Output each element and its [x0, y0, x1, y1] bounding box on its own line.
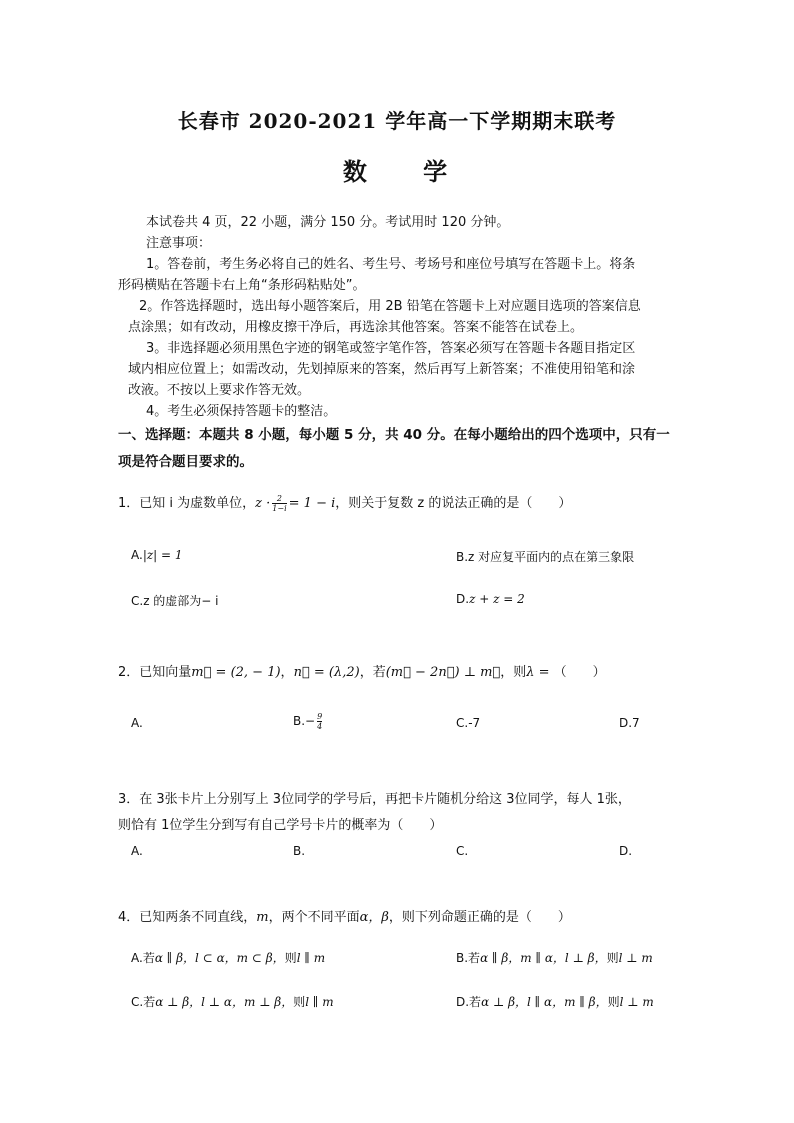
- question-1-option-d-label: D.: [456, 592, 470, 606]
- question-3-option-c: C.: [456, 844, 469, 858]
- question-2-mid2: ，则: [500, 665, 527, 680]
- question-4-option-c-math: α ⊥ β，l ⊥ α，m ⊥ β，: [155, 995, 294, 1009]
- question-1-prefix: 1．已知 i 为虚数单位，: [118, 496, 256, 511]
- question-4-option-b-math: α ∥ β，m ∥ α，l ⊥ β，: [480, 951, 607, 965]
- section-1-heading-line-2: 项是符合题目要求的。: [118, 454, 253, 470]
- question-4-option-b: [456, 949, 653, 966]
- question-4-option-a: [131, 949, 325, 966]
- question-2-suffix: （ ）: [553, 665, 606, 680]
- notice-item-3-line-1: 3。非选择题必须用黑色字迹的钢笔或签字笔作答，答案必须写在答题卡各题目指定区: [146, 341, 636, 356]
- question-4-option-a-math: α ∥ β，l ⊂ α，m ⊂ β，: [154, 951, 285, 965]
- notice-item-4: 4。考生必须保持答题卡的整洁。: [146, 404, 337, 419]
- question-2-option-a: A.: [131, 716, 143, 730]
- question-1-option-a-math: |z| = 1: [142, 548, 183, 562]
- question-1-option-c: C.z 的虚部为− i: [131, 594, 219, 608]
- notice-item-1-line-1: 1。答卷前，考生务必将自己的姓名、考生号、考场号和座位号填写在答题卡上。将条: [146, 257, 636, 272]
- question-4-option-b-result: l ⊥ m: [618, 951, 653, 965]
- question-4-option-b-label: B.若: [456, 951, 481, 965]
- notice-item-3-line-3: 改液。不按以上要求作答无效。: [128, 383, 311, 398]
- question-1-option-d-math: z + z = 2: [469, 592, 525, 606]
- question-4-planes: α，β: [359, 910, 389, 925]
- question-4-option-d-math: α ⊥ β，l ∥ α，m ∥ β，: [481, 995, 608, 1009]
- question-2-mid: ，若: [359, 665, 386, 680]
- question-4-option-d-result: l ⊥ m: [619, 995, 654, 1009]
- question-1-fraction-num: 2: [276, 494, 282, 503]
- question-2-option-d: D.7: [619, 716, 640, 730]
- notice-item-2-line-2: 点涂黑；如有改动，用橡皮擦干净后，再选涂其他答案。答案不能答在试卷上。: [128, 320, 584, 335]
- question-4-option-c-label: C.若: [131, 995, 156, 1009]
- question-3-option-b: B.: [293, 844, 306, 858]
- question-1-option-d: [456, 592, 525, 606]
- question-3-stem-line-2: 则恰有 1位学生分到写有自己学号卡片的概率为（ ）: [118, 818, 443, 833]
- question-4-option-d-label: D.若: [456, 995, 482, 1009]
- question-1-fraction-den: 1−i: [272, 504, 287, 513]
- question-4-option-a-label: A.若: [131, 951, 155, 965]
- notice-item-3-line-2: 域内相应位置上；如需改动，先划掉原来的答案，然后再写上新答案；不准使用铅笔和涂: [128, 362, 636, 377]
- question-1-equation: = 1 − i: [288, 496, 336, 511]
- question-3-option-d: D.: [619, 844, 633, 858]
- question-2-option-b-num: 9: [317, 712, 323, 721]
- question-1-fraction: [272, 494, 286, 513]
- question-2-option-b-den: 4: [317, 722, 323, 731]
- question-4-option-d: [456, 993, 654, 1010]
- question-3-option-a: A.: [131, 844, 143, 858]
- exam-title: 长春市 2020-2021 学年高一下学期期末联考: [177, 109, 617, 133]
- question-4-suffix: ，则下列命题正确的是（ ）: [388, 910, 571, 925]
- question-2-stem: [118, 661, 606, 680]
- notice-item-2-line-1: 2。作答选择题时，选出每小题答案后，用 2B 铅笔在答题卡上对应题目选项的答案信息: [139, 299, 641, 314]
- question-2-vector-m: m⃗ = (2, − 1): [191, 665, 281, 680]
- question-2-lambda: λ =: [526, 665, 554, 680]
- question-4-option-c-then: 则: [293, 995, 306, 1009]
- question-4-option-c-result: l ∥ m: [305, 995, 334, 1009]
- question-4-stem: [118, 906, 571, 925]
- exam-intro: 本试卷共 4 页，22 小题，满分 150 分。考试用时 120 分钟。: [146, 215, 510, 230]
- question-2-option-b-fraction: [317, 712, 322, 731]
- question-2-vector-n: n⃗ = (λ,2): [293, 665, 360, 680]
- question-1-z: z ·: [255, 496, 271, 511]
- question-1-option-a: [131, 548, 183, 562]
- question-4-option-a-result: l ∥ m: [296, 951, 326, 965]
- question-2-option-b: [293, 712, 324, 731]
- question-4-option-c: [131, 993, 334, 1010]
- question-4-option-b-then: 则: [606, 951, 619, 965]
- question-2-condition: (m⃗ − 2n⃗) ⊥ m⃗: [385, 665, 501, 680]
- question-4-option-d-then: 则: [607, 995, 620, 1009]
- question-4-option-a-then: 则: [284, 951, 297, 965]
- question-3-stem-line-1: 3．在 3张卡片上分别写上 3位同学的学号后，再把卡片随机分给这 3位同学，每人 1张，: [118, 792, 631, 807]
- question-2-sep: ，: [280, 665, 294, 680]
- question-4-prefix: 4．已知两条不同直线，: [118, 910, 257, 925]
- question-2-prefix: 2．已知向量: [118, 665, 192, 680]
- notice-item-1-line-2: 形码横贴在答题卡右上角“条形码粘贴处”。: [118, 278, 366, 293]
- notice-label: 注意事项：: [146, 236, 212, 251]
- subject-title: 数 学: [342, 157, 472, 186]
- question-1-suffix: ，则关于复数 z 的说法正确的是（ ）: [335, 496, 572, 511]
- question-1-option-a-label: A.: [131, 548, 143, 562]
- question-2-option-b-label: B.−: [293, 714, 316, 728]
- question-4-mid: ，两个不同平面: [268, 910, 360, 925]
- question-1-stem: [118, 492, 571, 513]
- question-1-option-b: B.z 对应复平面内的点在第三象限: [456, 550, 635, 564]
- question-2-option-c: C.-7: [456, 716, 481, 730]
- section-1-heading-line-1: 一、选择题：本题共 8 小题，每小题 5 分，共 40 分。在每小题给出的四个选项中，只有一: [118, 427, 670, 443]
- question-4-line-m: m: [256, 910, 269, 925]
